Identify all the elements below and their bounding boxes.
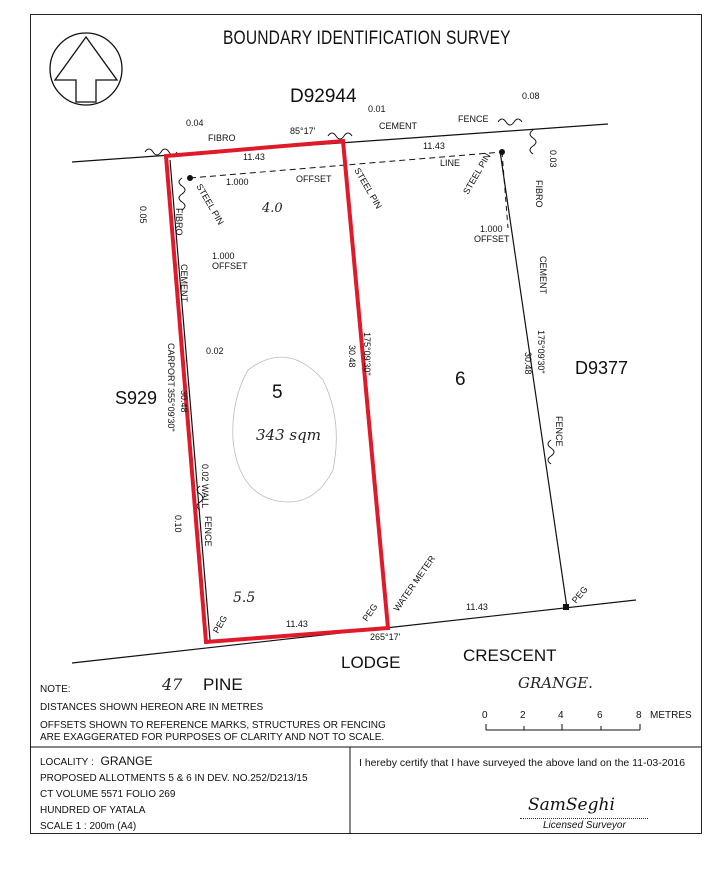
west-parcel-label: S929 <box>115 388 158 408</box>
allotment-6-label: 6 <box>455 369 466 390</box>
steel-pin-label-mid: STEEL PIN <box>352 166 384 211</box>
offset-1000-west: 1.000 <box>212 251 235 261</box>
locality-row <box>40 753 153 771</box>
bearing-175-east: 175°09'30" <box>536 330 546 374</box>
east-parcel-label: D9377 <box>575 358 629 378</box>
note-line-3: ARE EXAGGERATED FOR PURPOSES OF CLARITY AND NOT TO SCALE. <box>40 732 385 743</box>
fence-squiggles <box>145 119 554 510</box>
offset-008: 0.08 <box>522 91 540 101</box>
cement-east-label: CEMENT <box>538 256 548 294</box>
street-word-2: LODGE <box>341 653 401 672</box>
peg-label-mid: PEG <box>360 601 380 624</box>
fence-west-label: FENCE <box>203 516 213 547</box>
peg-label-east: PEG <box>569 584 590 606</box>
fibro-label: FIBRO <box>208 133 236 143</box>
offset-005: 0.05 <box>138 206 148 224</box>
scale-tick-0: 0 <box>482 710 488 721</box>
certification-text: I hereby certify that I have surveyed the above land on the 11-03-2016 <box>359 757 686 769</box>
north-arrow-icon <box>50 33 122 105</box>
steel-pin-label-west: STEEL PIN <box>194 182 226 227</box>
proposed-allotments: PROPOSED ALLOTMENTS 5 & 6 IN DEV. NO.252/D213/15 <box>40 773 308 784</box>
street-word-3: CRESCENT <box>463 646 557 665</box>
steel-pin-marker <box>187 175 193 181</box>
surveyor-role: Licensed Surveyor <box>543 820 626 831</box>
bearing-175-mid: 175°09'30" <box>362 332 372 376</box>
street-locality: GRANGE. <box>518 674 593 692</box>
offset-003: 0.03 <box>548 150 558 168</box>
fibro-west-label: FIBRO <box>174 208 184 236</box>
line-label: LINE <box>440 158 461 168</box>
length-11-43-top: 11.43 <box>243 152 265 162</box>
hundred: HUNDRED OF YATALA <box>40 805 146 816</box>
length-11-43-east-bottom: 11.43 <box>466 602 488 612</box>
scale-unit: METRES <box>650 710 692 721</box>
allotment-5-label: 5 <box>272 382 283 403</box>
length-30-48-mid: 30.48 <box>347 345 357 368</box>
wall-002-label: 0.02 WALL <box>200 464 210 509</box>
locality-label: LOCALITY : <box>40 757 94 768</box>
page-title: BOUNDARY IDENTIFICATION SURVEY <box>223 28 511 49</box>
bearing-355: 355°09'30" <box>166 388 176 432</box>
fence-label: FENCE <box>458 114 489 124</box>
street-word-1: PINE <box>203 675 243 694</box>
offset-010: 0.10 <box>173 515 183 533</box>
note-heading: NOTE: <box>40 684 71 695</box>
fence-east-label: FENCE <box>554 416 564 447</box>
length-30-48-west: 30.48 <box>179 390 189 413</box>
scale-tick-6: 6 <box>597 710 603 721</box>
length-11-43-bottom: 11.43 <box>286 619 308 629</box>
signature-line <box>520 818 648 819</box>
scale-note: SCALE 1 : 200m (A4) <box>40 821 137 832</box>
offset-004: 0.04 <box>186 118 204 128</box>
peg-label-west: PEG <box>211 613 230 635</box>
scale-tick-4: 4 <box>558 710 564 721</box>
length-30-48-east: 30.48 <box>523 352 533 375</box>
peg-marker <box>563 604 569 610</box>
locality-value: GRANGE <box>100 754 153 768</box>
bearing-bottom: 265°17' <box>370 632 401 642</box>
offset-label: OFFSET <box>296 174 332 184</box>
scale-bar <box>486 724 640 730</box>
note-line-1: DISTANCES SHOWN HEREON ARE IN METRES <box>40 702 264 713</box>
offset-1000-east: 1.000 <box>480 224 503 234</box>
scale-tick-8: 8 <box>636 710 642 721</box>
fibro-east-label: FIBRO <box>534 180 544 208</box>
offset-east-label: OFFSET <box>474 234 510 244</box>
street-number: 47 <box>162 675 183 694</box>
carport-label: CARPORT <box>166 343 176 387</box>
length-11-43-east-top: 11.43 <box>423 141 445 151</box>
cement-label: CEMENT <box>379 121 417 131</box>
offset-001: 0.01 <box>368 104 386 114</box>
water-meter-label: WATER METER <box>391 553 438 614</box>
offset-west-label: OFFSET <box>212 261 248 271</box>
hand-note-bottom: 5.5 <box>233 590 256 606</box>
scale-tick-2: 2 <box>520 710 526 721</box>
steel-pin-label-east: STEEL PIN <box>461 151 493 196</box>
offset-line-east <box>502 152 508 228</box>
note-line-2: OFFSETS SHOWN TO REFERENCE MARKS, STRUCTURES OR FENCING <box>40 720 386 731</box>
surveyor-signature: SamSeghi <box>528 795 615 815</box>
cement-west-label: CEMENT <box>179 264 189 302</box>
hand-note-top: 4.0 <box>262 201 283 216</box>
north-parcel-label: D92944 <box>290 86 357 107</box>
steel-pin-marker <box>499 149 505 155</box>
area-note: 343 sqm <box>256 426 321 444</box>
offset-1000-label: 1.000 <box>226 177 249 187</box>
offset-002: 0.02 <box>206 346 224 356</box>
bearing-top: 85°17' <box>290 126 316 136</box>
ct-volume: CT VOLUME 5571 FOLIO 269 <box>40 789 176 800</box>
